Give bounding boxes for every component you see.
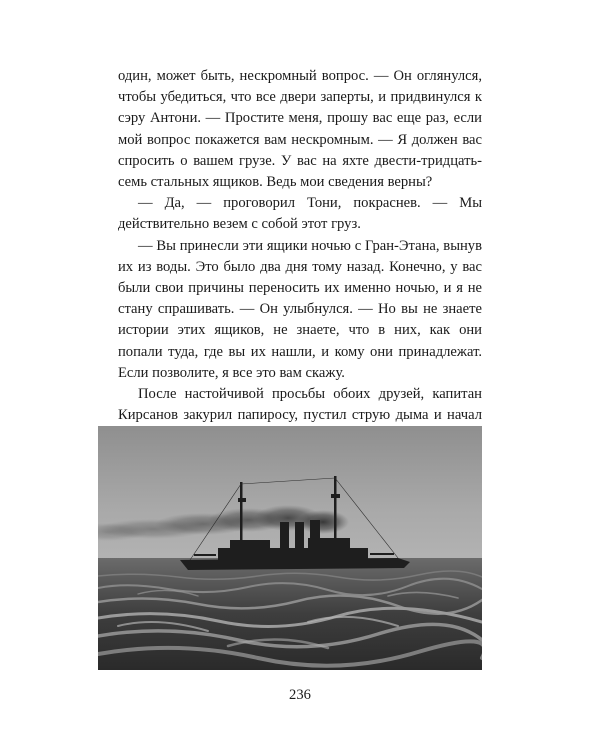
paragraph-narration: После настойчивой просьбы обоих друзей, капитан Кирсанов закурил папиросу, пустил струю дыма и начал [118, 386, 482, 424]
page-number: 236 [289, 687, 311, 703]
paragraph-dialogue-captain: — Вы принесли эти ящики ночью с Гран-Этана, вынув их из воды. Это было два дня тому назад. Конечно, у вас были свои причины переносить их именно ночью, и я не стану спрашивать. — Он улыбнулся. — Но вы не знаете истории этих ящиков, не знаете, что в них, как они попали туда, где вы их нашли, и кому они принадлежат. Если позволите, я все это вам скажу. [118, 237, 482, 381]
sky [98, 426, 482, 566]
paragraph-continued: один, может быть, нескромный вопрос. — Он оглянулся, чтобы убедиться, что все двери заперты, и придвинулся к сэру Антони. — Простите меня, прошу вас еще раз, если мой вопрос покажется вам нескромным. — Я должен вас спросить о вашем грузе. У вас на яхте двести-тридцать-семь стальных ящиков. Ведь мои сведения верны? [118, 68, 482, 191]
paragraph-dialogue-toni: — Да, — проговорил Тони, покраснев. — Мы действительно везем с собой этот груз. [118, 195, 482, 233]
body-text [118, 66, 482, 448]
battleship-photo [98, 426, 482, 670]
